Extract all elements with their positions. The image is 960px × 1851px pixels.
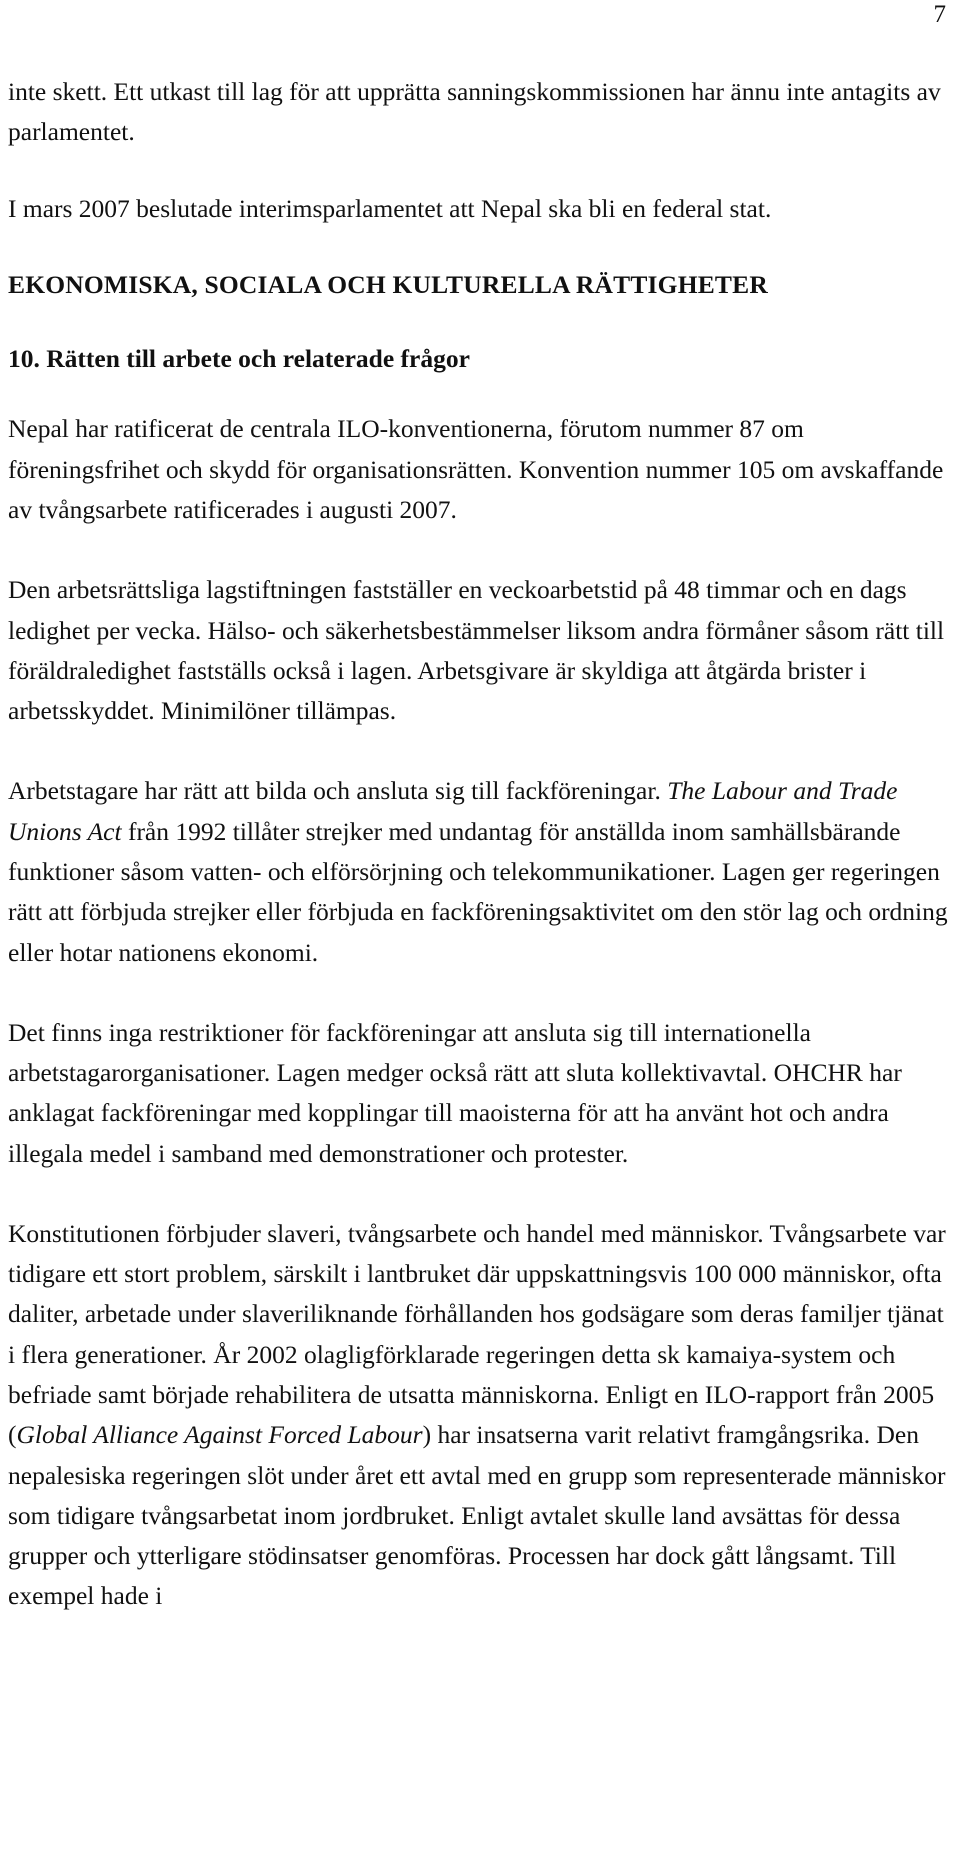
trade-unions-text-b: från 1992 tillåter strejker med undantag för anställda inom samhällsbärande funktioner såsom vatten- och elförsörjning och telekommunikationer. Lagen ger regeringen rätt att förbjuda strejker eller förbjuda en fackföreningsaktivitet om den stör lag och ordning eller hotar nationens ekonomi. bbox=[8, 816, 948, 967]
act-title: The Labour and Trade Unions Act bbox=[8, 776, 898, 846]
subsection-heading: 10. Rätten till arbete och relaterade frågor bbox=[8, 344, 470, 374]
forced-labour-text-a: Konstitutionen förbjuder slaveri, tvångsarbete och handel med människor. Tvångsarbete var tidigare ett stort problem, särskilt i lantbruket där uppskattningsvis 100 000 människor, ofta daliter, arbetade under slaveriliknande förhållanden hos godsägare som deras familjer tjänat i flera generationer. År 2002 olagligförklarade regeringen detta sk kamaiya-system och befriade samt började rehabilitera de utsatta människorna. Enligt en ILO-rapport från 2005 ( bbox=[8, 1218, 946, 1450]
trade-unions-text-a: Arbetstagare har rätt att bilda och ansluta sig till fackföreningar. bbox=[8, 776, 668, 806]
section-heading: EKONOMISKA, SOCIALA OCH KULTURELLA RÄTTIGHETER bbox=[8, 269, 768, 299]
paragraph-labour-law: Den arbetsrättsliga lagstiftningen fastställer en veckoarbetstid på 48 timmar och en dags ledighet per vecka. Hälso- och säkerhetsbestämmelser liksom andra förmåner såsom rätt till föräldraledighet fastställs också i lagen. Arbetsgivare är skyldiga att åtgärda brister i arbetsskyddet. Minimilöner tillämpas. bbox=[8, 575, 945, 726]
paragraph-federal-state: I mars 2007 beslutade interimsparlamentet att Nepal ska bli en federal stat. bbox=[8, 193, 772, 223]
paragraph-forced-labour bbox=[8, 1214, 952, 1617]
page-number: 7 bbox=[933, 1, 946, 28]
paragraph-intro: inte skett. Ett utkast till lag för att upprätta sanningskommissionen har ännu inte antagits av parlamentet. bbox=[8, 77, 941, 147]
paragraph-ilo-conventions: Nepal har ratificerat de centrala ILO-konventionerna, förutom nummer 87 om föreningsfrihet och skydd för organisationsrätten. Konvention nummer 105 om avskaffande av tvångsarbete ratificerades i augusti 2007. bbox=[8, 414, 944, 524]
paragraph-trade-unions bbox=[8, 771, 952, 972]
document-body bbox=[8, 72, 952, 1657]
report-title: Global Alliance Against Forced Labour bbox=[16, 1420, 423, 1450]
forced-labour-text-b: ) har insatserna varit relativt framgångsrika. Den nepalesiska regeringen slöt under året ett avtal med en grupp som representerade människor som tidigare tvångsarbetat inom jordbruket. Enligt avtalet skulle land avsättas för dessa grupper och ytterligare stödinsatser genomföras. Processen har dock gått långsamt. Till exempel hade i bbox=[8, 1420, 946, 1611]
paragraph-international-orgs: Det finns inga restriktioner för fackföreningar att ansluta sig till internationella arbetstagarorganisationer. Lagen medger också rätt att sluta kollektivavtal. OHCHR har anklagat fackföreningar med kopplingar till maoisterna för att ha använt hot och andra illegala medel i samband med demonstrationer och protester. bbox=[8, 1017, 902, 1168]
